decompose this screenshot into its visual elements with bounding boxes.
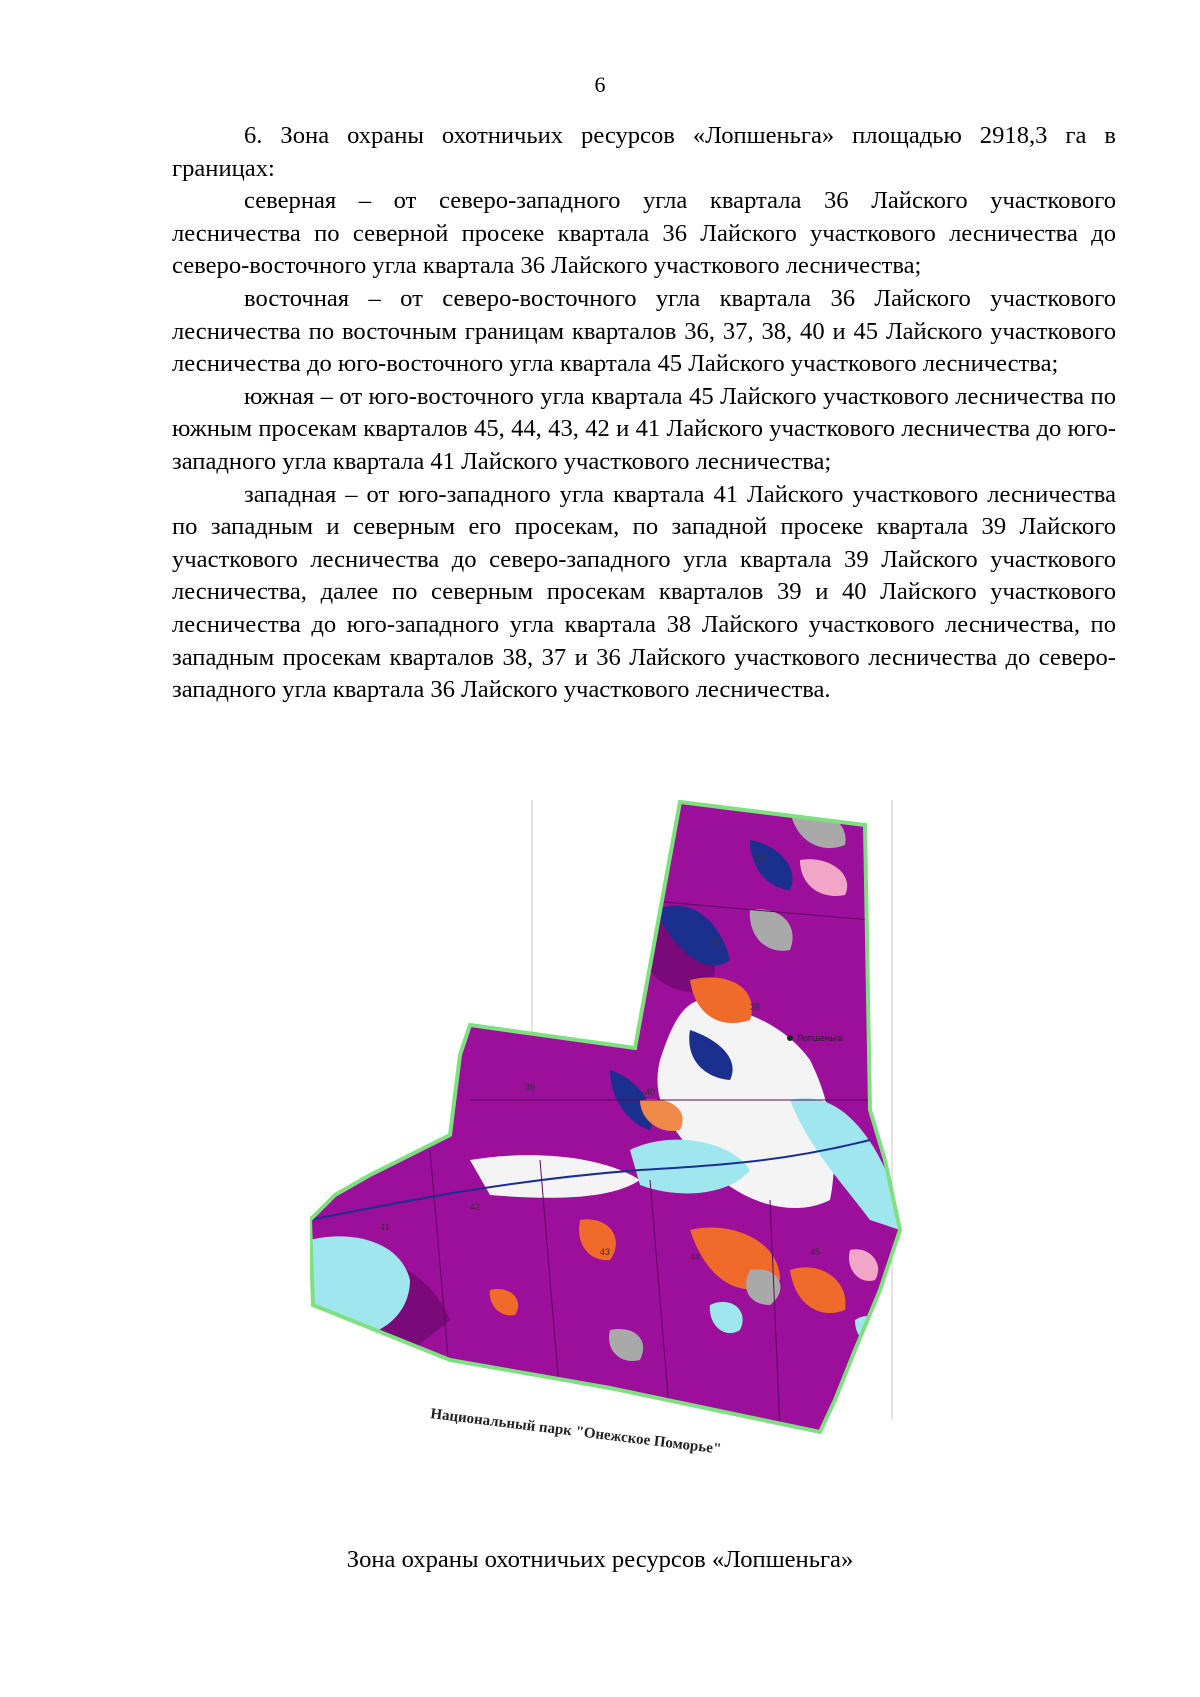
page-number: 6 xyxy=(594,72,606,97)
paragraph-south-boundary: южная – от юго-восточного угла квартала 45 Лайского участкового лесничества по южным просекам кварталов 45, 44, 43, 42 и 41 Лайского участкового лесничества до юго-западного угла квартала 41 Лайского участкового лесничества; xyxy=(172,382,1116,475)
paragraph-intro: 6. Зона охраны охотничьих ресурсов «Лопшеньга» площадью 2918,3 га в границах: xyxy=(172,122,1116,182)
quarter-label-40: 40 xyxy=(645,1087,656,1097)
quarter-label-42: 42 xyxy=(470,1202,481,1212)
quarter-label-44: 44 xyxy=(690,1252,701,1262)
settlement-marker xyxy=(787,1035,793,1041)
quarter-label-45: 45 xyxy=(810,1247,821,1257)
document-body xyxy=(172,120,1116,707)
paragraph-west-boundary: западная – от юго-западного угла квартала 41 Лайского участкового лесничества по западным и северным его просекам, по западной просеке квартала 39 Лайского участкового лесничества до северо-западного угла квартала 39 Лайского участкового лесничества, далее по северным просекам кварталов 39 и 40 Лайского участкового лесничества до юго-западного угла квартала 38 Лайского участкового лесничества, по западным просекам кварталов 38, 37 и 36 Лайского участкового лесничества до северо-западного угла квартала 36 Лайского участкового лесничества. xyxy=(172,480,1116,704)
paragraph-east-boundary: восточная – от северо-восточного угла квартала 36 Лайского участкового лесничества по восточным границам кварталов 36, 37, 38, 40 и 45 Лайского участкового лесничества до юго-восточного угла квартала 45 Лайского участкового лесничества; xyxy=(172,284,1116,378)
quarter-label-38: 38 xyxy=(750,1002,761,1012)
national-park-label: Национальный парк "Онежское Поморье" xyxy=(429,1406,723,1458)
paragraph-north-boundary: северная – от северо-западного угла квартала 36 Лайского участкового лесничества по северной просеке квартала 36 Лайского участкового лесничества до северо-восточного угла квартала 36 Лайского участкового лесничества; xyxy=(172,187,1116,280)
zone-map-svg xyxy=(310,800,990,1520)
quarter-label-36: 36 xyxy=(755,854,766,864)
quarter-label-43: 43 xyxy=(600,1247,611,1257)
map-fill xyxy=(310,800,990,1520)
quarter-label-41: 41 xyxy=(380,1222,391,1232)
quarter-label-39: 39 xyxy=(525,1082,536,1092)
quarter-label-37: 37 xyxy=(710,937,721,947)
figure-caption: Зона охраны охотничьих ресурсов «Лопшеньга» xyxy=(346,1546,854,1573)
settlement-label: Лопшеньга xyxy=(797,1033,843,1043)
zone-map xyxy=(310,800,990,1520)
